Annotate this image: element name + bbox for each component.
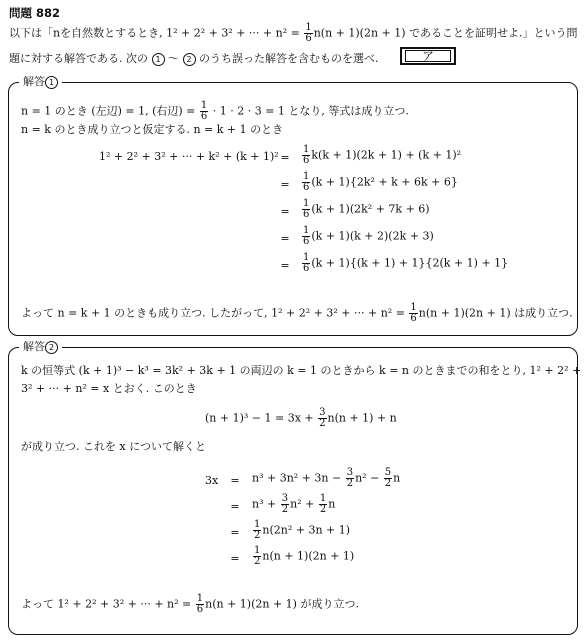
- solution-2-tab: [19, 340, 62, 354]
- frac-den: 6: [303, 236, 310, 247]
- frac-num: 1: [305, 22, 312, 33]
- text: n³ + 3n² + 3n −: [252, 471, 345, 485]
- solution-1-tab: [19, 75, 62, 89]
- frac-num: 1: [303, 144, 310, 155]
- solution-2-line1: k の恒等式 (k + 1)³ − k³ = 3k² + 3k + 1 の両辺の k = 1 のときから k = n のときまでの和をとり, 1² + 2² +: [21, 364, 582, 377]
- frac-den: 2: [384, 478, 392, 489]
- frac-num: 5: [384, 467, 392, 478]
- circled-number-2: 2: [183, 53, 196, 66]
- relation-equals: =: [280, 205, 290, 218]
- fraction: [409, 303, 417, 324]
- frac-den: 6: [200, 111, 208, 122]
- answer-box[interactable]: [400, 47, 456, 65]
- frac-num: 1: [303, 198, 310, 209]
- fraction: [302, 172, 310, 193]
- fraction: [302, 199, 310, 220]
- text: (k + 1){(k + 1) + 1}{2(k + 1) + 1}: [311, 256, 509, 270]
- answer-label: ア: [421, 49, 434, 63]
- solution-2-lhs: 3x: [205, 474, 219, 487]
- solution-2-line2: 3² + ··· + n² = x とおく. このとき: [21, 382, 197, 395]
- text: · 1 · 2 · 3 = 1 となり, 等式は成り立つ.: [209, 104, 409, 118]
- relation-equals: =: [230, 526, 240, 539]
- text: n(n + 1)(2n + 1) は成り立つ.: [418, 306, 573, 320]
- frac-den: 6: [303, 155, 310, 166]
- problem-title: 問題 882: [9, 6, 61, 20]
- relation-equals: =: [230, 474, 240, 487]
- frac-num: 1: [196, 593, 204, 604]
- fraction: [253, 546, 261, 567]
- solution-2-conclusion: [21, 594, 359, 615]
- frac-den: 6: [303, 182, 310, 193]
- text: (k + 1){2k² + k + 6k + 6}: [311, 175, 458, 189]
- relation-equals: =: [230, 500, 240, 513]
- text: よって n = k + 1 のときも成り立つ. したがって, 1² + 2² + 3² + ··· + n² =: [21, 306, 409, 320]
- frac-num: 1: [319, 493, 327, 504]
- solution-1-row: [301, 172, 458, 193]
- text: n(2n² + 3n + 1): [262, 523, 351, 537]
- frac-num: 3: [281, 493, 289, 504]
- solution-2-row1: [252, 468, 400, 489]
- solution-1-lhs: 1² + 2² + 3² + ··· + k² + (k + 1)²: [99, 150, 279, 163]
- text: n(n + 1)(2n + 1) が成り立つ.: [205, 597, 359, 611]
- text: n = 1 のとき (左辺) = 1, (右辺) =: [21, 104, 199, 118]
- text: n² −: [355, 471, 383, 485]
- solution-1-tab-label: 解答: [23, 75, 45, 88]
- fraction: [302, 145, 310, 166]
- fraction: [200, 101, 208, 122]
- fraction: [253, 520, 261, 541]
- fraction: [346, 468, 354, 489]
- text: (k + 1)(k + 2)(2k + 3): [311, 229, 434, 243]
- frac-num: 1: [410, 302, 417, 313]
- frac-den: 2: [319, 418, 326, 429]
- circled-number-1: 1: [45, 76, 58, 89]
- solution-2-row3: [252, 520, 350, 541]
- relation-equals: =: [280, 178, 290, 191]
- relation-equals: =: [280, 151, 290, 164]
- text: (k + 1)(2k² + 7k + 6): [311, 202, 430, 216]
- text: k(k + 1)(2k + 1) + (k + 1)²: [311, 148, 462, 162]
- text: n(n + 1) + n: [327, 411, 397, 425]
- text: n(n + 1)(2n + 1): [262, 549, 355, 563]
- fraction: [281, 494, 289, 515]
- relation-equals: =: [280, 232, 290, 245]
- solution-1-row: [301, 199, 430, 220]
- frac-num: 1: [303, 171, 310, 182]
- statement-line2-text: 題に対する解答である. 次の: [9, 52, 152, 65]
- solution-1-row: [301, 226, 434, 247]
- solution-1-line2: n = k のとき成り立つと仮定する. n = k + 1 のとき: [21, 123, 284, 136]
- fraction: [196, 594, 204, 615]
- frac-den: 6: [410, 313, 417, 324]
- solution-2-row4: [252, 546, 354, 567]
- fraction: [319, 494, 327, 515]
- frac-den: 2: [319, 504, 327, 515]
- range-separator: ～: [164, 52, 183, 65]
- text: (n + 1)³ − 1 = 3x +: [205, 411, 318, 425]
- frac-den: 2: [254, 530, 261, 541]
- fraction: [302, 253, 310, 274]
- circled-number-1: 1: [152, 53, 165, 66]
- frac-num: 1: [303, 225, 310, 236]
- frac-num: 1: [254, 545, 261, 556]
- text: n: [328, 497, 336, 511]
- frac-num: 1: [303, 252, 310, 263]
- frac-den: 2: [281, 504, 289, 515]
- solution-2-panel: [8, 340, 582, 635]
- frac-den: 6: [303, 209, 310, 220]
- solution-1-line1: [21, 101, 409, 122]
- frac-num: 1: [254, 519, 261, 530]
- solution-1-panel: [8, 75, 578, 336]
- solution-1-conclusion: [21, 303, 573, 324]
- statement-line2-end: のうち誤った解答を含むものを選べ.: [195, 52, 379, 65]
- frac-num: 3: [346, 467, 354, 478]
- text: n² +: [290, 497, 318, 511]
- solution-2-center-equation: [205, 408, 397, 429]
- frac-num: 3: [319, 407, 326, 418]
- frac-den: 2: [346, 478, 354, 489]
- problem-statement-line2: [9, 52, 379, 66]
- frac-den: 2: [254, 556, 261, 567]
- relation-equals: =: [230, 552, 240, 565]
- frac-den: 6: [196, 604, 204, 615]
- statement-text-a: 以下は「nを自然数とするとき, 1² + 2² + 3² + ··· + n² =: [9, 26, 304, 40]
- relation-equals: =: [280, 259, 290, 272]
- solution-2-row2: [252, 494, 335, 515]
- text: よって 1² + 2² + 3² + ··· + n² =: [21, 597, 195, 611]
- text: n: [393, 471, 401, 485]
- solution-1-row: [301, 145, 461, 166]
- solution-2-tab-label: 解答: [23, 340, 45, 353]
- circled-number-2: 2: [45, 341, 58, 354]
- text: n³ +: [252, 497, 280, 511]
- solution-2-line3: が成り立つ. これを x について解くと: [21, 440, 206, 453]
- statement-text-b: n(n + 1)(2n + 1) であることを証明せよ.」という問: [313, 26, 578, 40]
- frac-den: 6: [305, 33, 312, 44]
- frac-den: 6: [303, 263, 310, 274]
- frac-num: 1: [200, 100, 208, 111]
- fraction: [302, 226, 310, 247]
- solution-1-row: [301, 253, 508, 274]
- fraction: [318, 408, 326, 429]
- fraction: [384, 468, 392, 489]
- statement-fraction: [304, 23, 312, 44]
- problem-statement-line1: [9, 23, 578, 44]
